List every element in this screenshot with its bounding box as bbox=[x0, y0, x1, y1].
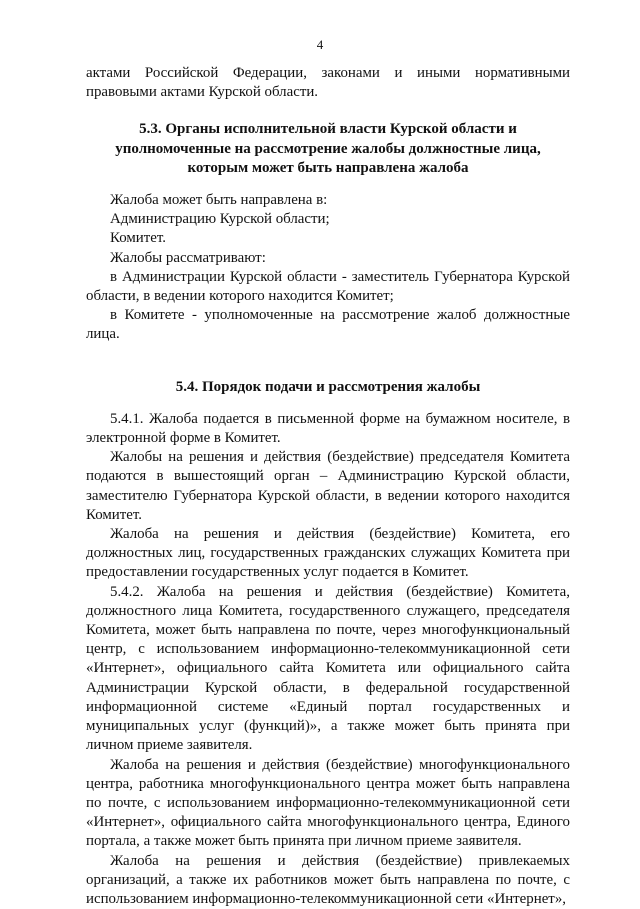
section-5-3-line: Комитет. bbox=[110, 230, 166, 247]
section-5-4-paragraph: Жалоба на решения и действия (бездействие) Комитета, его должностных лиц, государственных гражданских служащих Комитета при предоставлении государственных услуг подается в Комитет. bbox=[86, 526, 570, 581]
section-5-4-paragraph: Жалобы на решения и действия (бездействие) председателя Комитета подаются в вышестоящий орган – Администрацию Курской области, заместителю Губернатора Курской области, в ведении которого находится Комитет. bbox=[86, 449, 570, 523]
section-5-4-paragraph: 5.4.2. Жалоба на решения и действия (бездействие) Комитета, должностного лица Комитета, государственного служащего, председателя Комитета, может быть направлена по почте, через многофункциональный центр, с использованием информационно-телекоммуникационной сети «Интернет», официального сайта Комитета или официального сайта Администрации Курской области, в федеральной государственной информационной системе «Единый портал государственных и муниципальных услуг (функций)», а также может быть принята при личном приеме заявителя. bbox=[86, 583, 570, 754]
section-5-3-line: Жалобы рассматривают: bbox=[110, 249, 266, 266]
section-5-4-paragraph: 5.4.1. Жалоба подается в письменной форме на бумажном носителе, в электронной форме в Комитет. bbox=[86, 410, 570, 447]
page-number: 4 bbox=[316, 37, 324, 52]
section-5-3-paragraph: в Комитете - уполномоченные на рассмотрение жалоб должностные лица. bbox=[86, 307, 570, 343]
section-5-4-heading: 5.4. Порядок подачи и рассмотрения жалобы bbox=[175, 378, 481, 395]
section-5-4-paragraph: Жалоба на решения и действия (бездействие) многофункционального центра, работника многофункционального центра может быть направлена по почте, с использованием информационно-телекоммуникационной сети «Интернет», официального сайта многофункционального центра, Единого портала, а также может быть принята при личном приеме заявителя. bbox=[86, 756, 570, 850]
document-body bbox=[86, 64, 570, 909]
section-5-4-paragraph: Жалоба на решения и действия (бездействие) привлекаемых организаций, а также их работников может быть направлена по почте, с использованием информационно-телекоммуникационной сети «Интернет», bbox=[86, 852, 570, 907]
intro-paragraph: актами Российской Федерации, законами и иными нормативными правовыми актами Курской области. bbox=[86, 65, 570, 101]
section-5-3-paragraph: в Администрации Курской области - заместитель Губернатора Курской области, в ведении которого находится Комитет; bbox=[86, 268, 570, 305]
section-5-3-line: Жалоба может быть направлена в: bbox=[110, 192, 328, 209]
section-5-3-heading: 5.3. Органы исполнительной власти Курской области и уполномоченные на рассмотрение жалобы должностные лица, которым может быть направлена жалоба bbox=[115, 121, 541, 176]
section-5-3-line: Администрацию Курской области; bbox=[110, 211, 330, 228]
